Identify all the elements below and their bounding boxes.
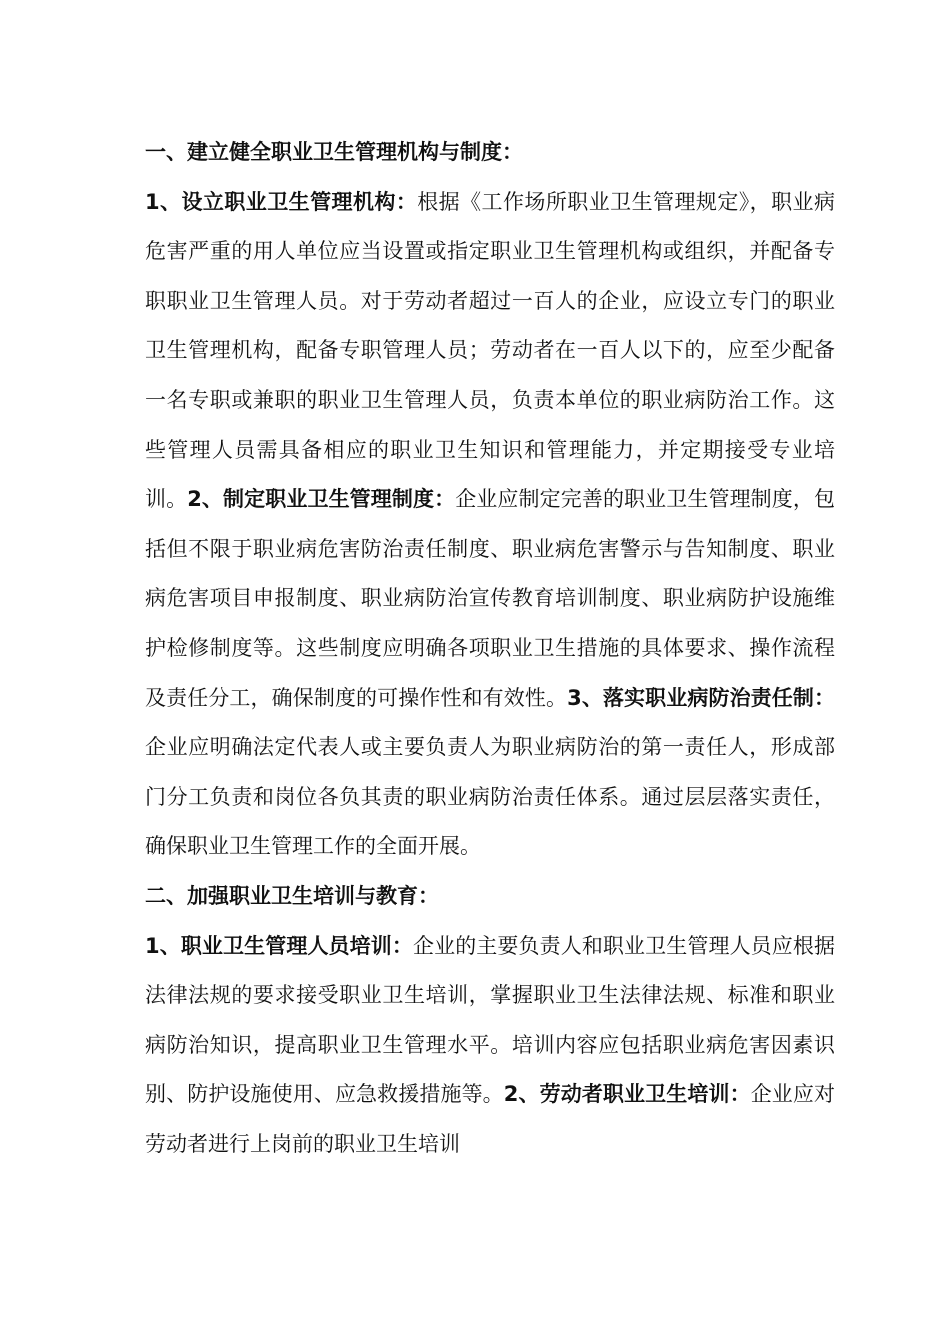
item-title: 1、设立职业卫生管理机构： — [145, 189, 418, 214]
section-heading-1: 一、建立健全职业卫生管理机构与制度： — [145, 140, 523, 164]
item-text: 企业应制定完善的职业卫生管理制度，包括但不限于职业病危害防治责任制度、职业病危害警示与告知制度、职业病危害项目申报制度、职业病防治宣传教育培训制度、职业病防护设施维护检修制度等。这些制度应明确各项职业卫生措施的具体要求、操作流程及责任分工，确保制度的可操作性和有效性。 — [145, 487, 835, 710]
item-text: 企业应对劳动者进行上岗前的职业卫生培训 — [145, 1082, 836, 1156]
item-title: 3、落实职业病防治责任制： — [567, 685, 835, 710]
document-body — [145, 128, 835, 1169]
item-title: 2、劳动者职业卫生培训： — [503, 1082, 751, 1107]
section-heading-2: 二、加强职业卫生培训与教育： — [145, 883, 439, 908]
item-title: 2、制定职业卫生管理制度： — [187, 487, 456, 512]
section-paragraph-2 — [145, 922, 835, 1170]
item-title: 1、职业卫生管理人员培训： — [145, 933, 413, 958]
section-paragraph-1 — [145, 178, 835, 872]
item-text: 根据《工作场所职业卫生管理规定》，职业病危害严重的用人单位应当设置或指定职业卫生管理机构或组织，并配备专职职业卫生管理人员。对于劳动者超过一百人的企业，应设立专门的职业卫生管理机构，配备专职管理人员；劳动者在一百人以下的，应至少配备一名专职或兼职的职业卫生管理人员，负责本单位的职业病防治工作。这些管理人员需具备相应的职业卫生知识和管理能力，并定期接受专业培训。 — [145, 189, 835, 512]
item-text: 企业的主要负责人和职业卫生管理人员应根据法律法规的要求接受职业卫生培训，掌握职业卫生法律法规、标准和职业病防治知识，提高职业卫生管理水平。培训内容应包括职业病危害因素识别、防护设施使用、应急救援措施等。 — [145, 933, 835, 1107]
item-text: 企业应明确法定代表人或主要负责人为职业病防治的第一责任人，形成部门分工负责和岗位各负其责的职业病防治责任体系。通过层层落实责任，确保职业卫生管理工作的全面开展。 — [145, 735, 835, 859]
